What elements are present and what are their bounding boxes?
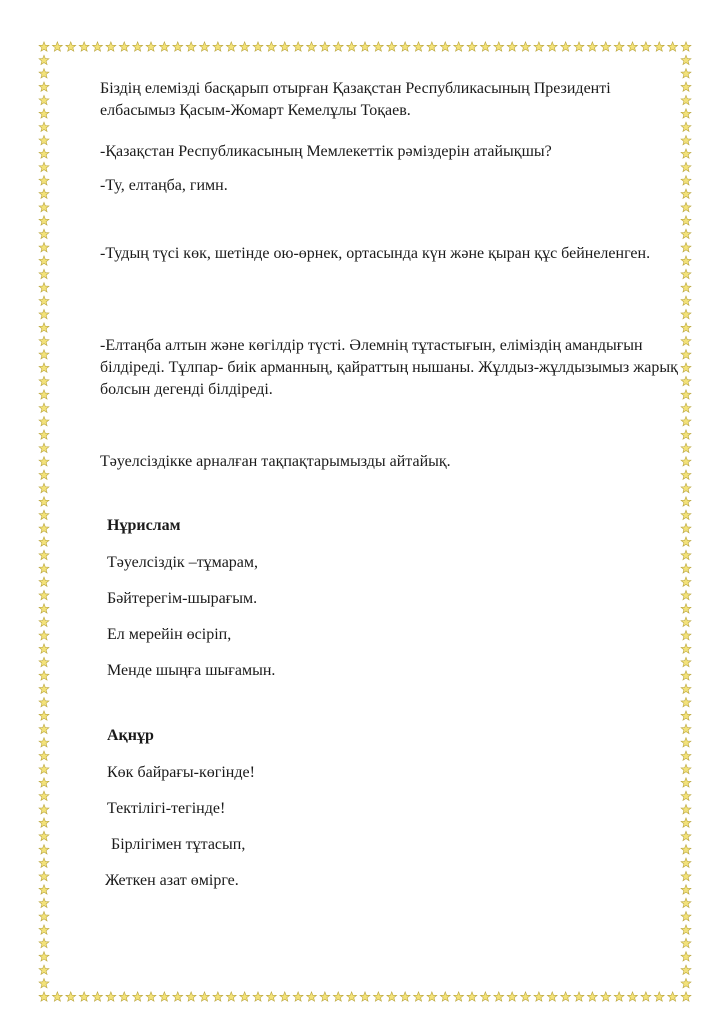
star-icon (681, 483, 691, 492)
star-icon (39, 256, 49, 265)
star-icon (226, 992, 236, 1001)
star-icon (39, 764, 49, 773)
star-icon (454, 42, 464, 51)
star-icon (39, 804, 49, 813)
star-icon (39, 912, 49, 921)
star-icon (39, 497, 49, 506)
star-icon (681, 69, 691, 78)
star-icon (347, 992, 357, 1001)
verse-line: Бірлігімен тұтасып, (107, 836, 246, 853)
star-icon (39, 711, 49, 720)
star-icon (39, 470, 49, 479)
star-icon (240, 42, 250, 51)
star-icon (400, 992, 410, 1001)
star-icon (66, 992, 76, 1001)
star-icon (173, 992, 183, 1001)
star-icon (106, 42, 116, 51)
star-icon (333, 42, 343, 51)
star-icon (39, 55, 49, 64)
star-icon (39, 684, 49, 693)
star-icon (681, 831, 691, 840)
star-icon (681, 403, 691, 412)
star-icon (39, 296, 49, 305)
star-icon (39, 376, 49, 385)
star-icon (681, 269, 691, 278)
star-icon (39, 697, 49, 706)
star-icon (133, 42, 143, 51)
star-icon (454, 992, 464, 1001)
star-icon (39, 363, 49, 372)
star-icon (681, 778, 691, 787)
star-icon (280, 992, 290, 1001)
star-icon (601, 992, 611, 1001)
star-icon (39, 871, 49, 880)
star-icon (293, 42, 303, 51)
star-icon (467, 42, 477, 51)
star-icon (614, 992, 624, 1001)
star-icon (240, 992, 250, 1001)
announcement-paragraph: Тәуелсіздікке арналған тақпақтарымызды айтайық. (100, 453, 451, 470)
star-icon (507, 992, 517, 1001)
star-icon (373, 992, 383, 1001)
star-icon (39, 590, 49, 599)
star-icon (681, 965, 691, 974)
star-icon (681, 523, 691, 532)
star-icon (681, 617, 691, 626)
star-icon (628, 992, 638, 1001)
star-icon (360, 992, 370, 1001)
star-icon (614, 42, 624, 51)
star-icon (39, 938, 49, 947)
star-icon (681, 122, 691, 131)
star-icon (39, 403, 49, 412)
star-icon (280, 42, 290, 51)
star-icon (574, 42, 584, 51)
star-icon (681, 430, 691, 439)
star-icon (681, 711, 691, 720)
star-icon (159, 42, 169, 51)
star-icon (521, 992, 531, 1001)
star-icon (681, 577, 691, 586)
star-icon (414, 992, 424, 1001)
star-icon (333, 992, 343, 1001)
star-icon (39, 564, 49, 573)
star-icon (39, 724, 49, 733)
star-icon (681, 885, 691, 894)
star-icon (427, 992, 437, 1001)
star-icon (347, 42, 357, 51)
star-icon (654, 42, 664, 51)
star-icon (39, 778, 49, 787)
star-icon (681, 952, 691, 961)
verse-line: Тектілігі-тегінде! (107, 800, 226, 817)
star-icon (547, 992, 557, 1001)
star-icon (39, 604, 49, 613)
verse-line: Ел мерейін өсіріп, (107, 626, 232, 643)
star-icon (39, 992, 49, 1001)
star-icon (681, 791, 691, 800)
star-icon (440, 992, 450, 1001)
star-icon (681, 296, 691, 305)
speaker-name: Нұрислам (107, 517, 181, 534)
star-icon (39, 617, 49, 626)
star-icon (119, 42, 129, 51)
star-icon (654, 992, 664, 1001)
verse-line: Жеткен азат өмірге. (105, 872, 239, 889)
star-icon (39, 550, 49, 559)
verse-line: Бәйтерегім-шырағым. (107, 590, 258, 607)
star-icon (39, 510, 49, 519)
star-icon (39, 189, 49, 198)
star-icon (66, 42, 76, 51)
star-icon (681, 416, 691, 425)
star-icon (480, 42, 490, 51)
star-icon (293, 992, 303, 1001)
star-icon (39, 952, 49, 961)
star-icon (681, 229, 691, 238)
star-icon (400, 42, 410, 51)
star-icon (39, 523, 49, 532)
star-icon (307, 42, 317, 51)
star-icon (681, 871, 691, 880)
star-icon (587, 42, 597, 51)
star-icon (681, 309, 691, 318)
star-icon (39, 82, 49, 91)
star-icon (133, 992, 143, 1001)
star-icon (39, 845, 49, 854)
star-icon (681, 925, 691, 934)
star-icon (200, 992, 210, 1001)
star-icon (52, 992, 62, 1001)
star-icon (253, 992, 263, 1001)
star-icon (681, 631, 691, 640)
star-icon (681, 751, 691, 760)
star-icon (39, 323, 49, 332)
star-icon (681, 684, 691, 693)
verse-line: Көк байрағы-көгінде! (107, 764, 255, 781)
star-icon (39, 216, 49, 225)
star-icon (427, 42, 437, 51)
star-icon (307, 992, 317, 1001)
star-icon (146, 992, 156, 1001)
star-icon (641, 992, 651, 1001)
star-icon (681, 992, 691, 1001)
star-icon (320, 992, 330, 1001)
star-icon (681, 804, 691, 813)
star-icon (534, 992, 544, 1001)
star-icon (39, 738, 49, 747)
star-icon (681, 283, 691, 292)
star-icon (681, 657, 691, 666)
star-icon (39, 122, 49, 131)
star-icon (494, 42, 504, 51)
star-icon (681, 671, 691, 680)
star-icon (320, 42, 330, 51)
star-icon (681, 764, 691, 773)
star-icon (39, 350, 49, 359)
star-icon (39, 818, 49, 827)
question-paragraph: -Қазақстан Республикасының Мемлекеттік рәміздерін атайықшы? (100, 143, 552, 160)
speaker-name: Ақнұр (107, 727, 154, 744)
star-icon (39, 858, 49, 867)
star-icon (213, 42, 223, 51)
star-icon (39, 577, 49, 586)
star-icon (253, 42, 263, 51)
star-icon (39, 751, 49, 760)
star-icon (39, 162, 49, 171)
star-icon (39, 243, 49, 252)
star-icon (681, 497, 691, 506)
star-icon (480, 992, 490, 1001)
star-icon (681, 202, 691, 211)
star-icon (39, 176, 49, 185)
star-icon (39, 443, 49, 452)
verse-line: Менде шыңға шығамын. (107, 662, 276, 679)
star-icon (159, 992, 169, 1001)
emblem-paragraph: -Елтаңба алтын және көгілдір түсті. Әлемнің тұтастығын, еліміздің амандығын білдіреді. Тұлпар- биік арманның, қайраттың нышаны. Жұлдыз-жұлдызымыз жарық болсын дегенді білдіреді. (100, 337, 678, 398)
star-icon (93, 42, 103, 51)
star-icon (39, 537, 49, 546)
star-icon (39, 336, 49, 345)
star-icon (507, 42, 517, 51)
star-icon (561, 992, 571, 1001)
star-icon (39, 430, 49, 439)
star-icon (360, 42, 370, 51)
star-icon (681, 644, 691, 653)
star-icon (39, 309, 49, 318)
star-icon (681, 858, 691, 867)
star-icon (39, 831, 49, 840)
star-icon (39, 229, 49, 238)
star-icon (681, 550, 691, 559)
star-icon (547, 42, 557, 51)
star-icon (440, 42, 450, 51)
star-icon (39, 644, 49, 653)
star-icon (119, 992, 129, 1001)
star-icon (39, 95, 49, 104)
star-icon (39, 925, 49, 934)
star-icon (79, 992, 89, 1001)
star-icon (534, 42, 544, 51)
star-icon (79, 42, 89, 51)
star-icon (39, 416, 49, 425)
flag-paragraph: -Тудың түсі көк, шетінде ою-өрнек, ортасында күн және қыран құс бейнеленген. (100, 245, 651, 262)
star-icon (681, 537, 691, 546)
star-icon (52, 42, 62, 51)
star-icon (146, 42, 156, 51)
star-icon (39, 69, 49, 78)
star-icon (39, 390, 49, 399)
star-icon (681, 216, 691, 225)
star-icon (681, 564, 691, 573)
star-icon (39, 42, 49, 51)
star-icon (266, 992, 276, 1001)
star-icon (39, 657, 49, 666)
star-icon (681, 738, 691, 747)
star-icon (266, 42, 276, 51)
star-icon (39, 898, 49, 907)
star-icon (681, 978, 691, 987)
star-icon (39, 978, 49, 987)
star-icon (226, 42, 236, 51)
star-icon (39, 283, 49, 292)
star-icon (681, 604, 691, 613)
star-icon (200, 42, 210, 51)
star-icon (173, 42, 183, 51)
star-icon (186, 42, 196, 51)
star-icon (681, 845, 691, 854)
intro-paragraph: Біздің елемізді басқарып отырған Қазақстан Республикасының Президенті елбасымыз Қасым-Жомарт Кемелұлы Тоқаев. (100, 80, 611, 119)
star-icon (628, 42, 638, 51)
answer-paragraph: -Ту, елтаңба, гимн. (100, 177, 228, 194)
star-icon (681, 938, 691, 947)
star-icon (681, 42, 691, 51)
star-icon (39, 457, 49, 466)
star-icon (668, 992, 678, 1001)
star-icon (39, 671, 49, 680)
star-icon (681, 590, 691, 599)
star-icon (494, 992, 504, 1001)
star-icon (39, 109, 49, 118)
star-icon (681, 323, 691, 332)
star-icon (681, 697, 691, 706)
star-icon (39, 631, 49, 640)
star-icon (186, 992, 196, 1001)
star-icon (39, 483, 49, 492)
star-icon (587, 992, 597, 1001)
star-icon (467, 992, 477, 1001)
star-icon (681, 162, 691, 171)
star-icon (39, 885, 49, 894)
star-icon (93, 992, 103, 1001)
star-icon (681, 912, 691, 921)
star-icon (681, 55, 691, 64)
star-icon (39, 269, 49, 278)
star-icon (387, 992, 397, 1001)
star-icon (681, 818, 691, 827)
star-icon (414, 42, 424, 51)
verse-line: Тәуелсіздік –тұмарам, (107, 554, 259, 571)
star-icon (681, 724, 691, 733)
star-icon (574, 992, 584, 1001)
star-icon (387, 42, 397, 51)
star-icon (39, 202, 49, 211)
star-icon (668, 42, 678, 51)
star-icon (601, 42, 611, 51)
star-icon (521, 42, 531, 51)
star-icon (39, 791, 49, 800)
star-icon (39, 965, 49, 974)
star-icon (213, 992, 223, 1001)
star-icon (681, 898, 691, 907)
star-icon (641, 42, 651, 51)
star-icon (106, 992, 116, 1001)
star-icon (39, 149, 49, 158)
star-icon (561, 42, 571, 51)
star-icon (39, 135, 49, 144)
star-icon (373, 42, 383, 51)
star-icon (681, 510, 691, 519)
